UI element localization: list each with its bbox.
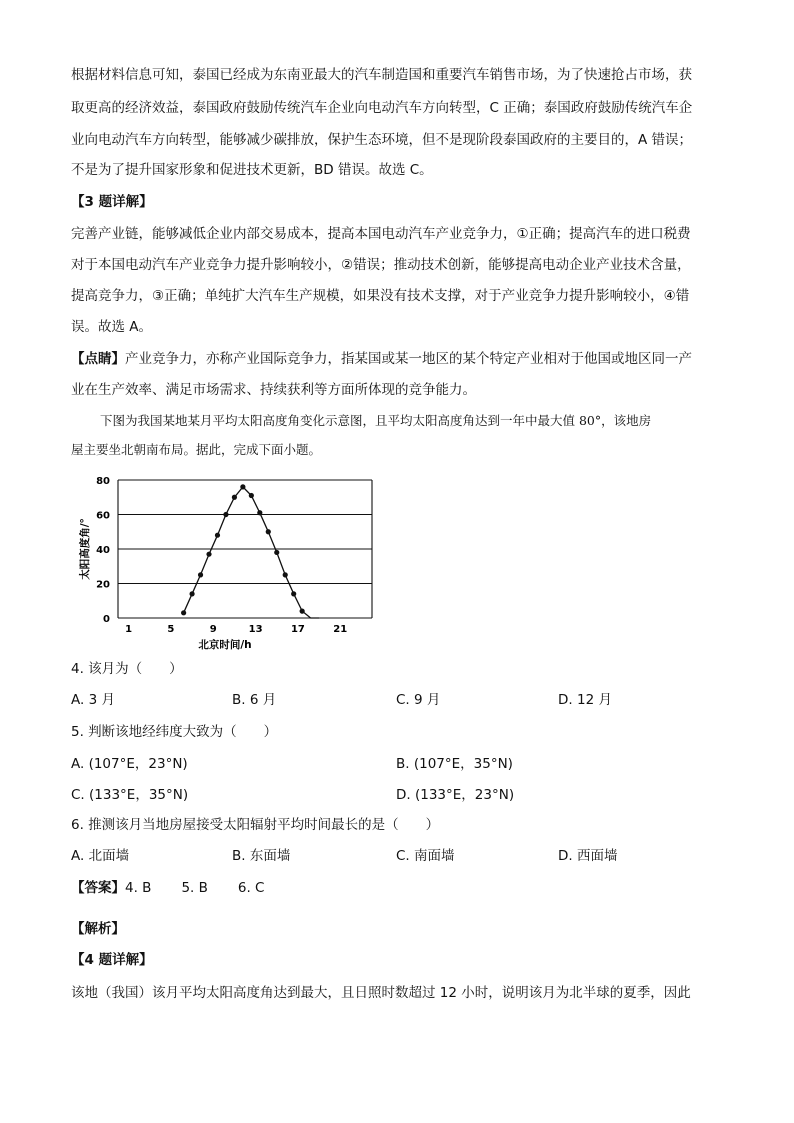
x-tick-label: 21 — [333, 624, 348, 635]
sun-altitude-chart — [74, 470, 384, 650]
series-line — [184, 487, 320, 618]
question-4: 4. 该月为（ ） — [71, 661, 183, 677]
q4-option-c: C. 9 月 — [396, 692, 441, 708]
paragraph-line: 业向电动汽车方向转型，能够减少碳排放，保护生态环境，但不是现阶段泰国政府的主要目的，A 错误； — [71, 132, 693, 148]
data-point — [291, 591, 296, 596]
q6-option-c: C. 南面墙 — [396, 848, 455, 864]
q4-option-b: B. 6 月 — [232, 692, 277, 708]
answer-5: 5. B — [181, 880, 208, 896]
data-point — [266, 529, 271, 534]
paragraph-line: 取更高的经济效益，泰国政府鼓励传统汽车企业向电动汽车方向转型，C 正确；泰国政府鼓励传统汽车企 — [71, 100, 693, 116]
y-tick-label: 20 — [96, 579, 110, 591]
comment-text: 产业竞争力，亦称产业国际竞争力，指某国或某一地区的某个特定产业相对于他国或地区同一产 — [125, 351, 692, 367]
data-point — [257, 510, 262, 515]
series-points — [181, 484, 305, 615]
analysis-heading: 【解析】 — [71, 921, 125, 937]
data-point — [181, 610, 186, 615]
x-tick-label: 5 — [167, 624, 175, 635]
y-tick-labels — [96, 476, 110, 625]
x-tick-label: 13 — [248, 624, 263, 635]
comment-label: 【点睛】 — [71, 351, 125, 367]
answer-4: 4. B — [125, 880, 152, 896]
q4-option-a: A. 3 月 — [71, 692, 115, 708]
data-point — [274, 550, 279, 555]
data-point — [240, 484, 245, 489]
comment-line: 业在生产效率、满足市场需求、持续获利等方面所体现的竞争能力。 — [71, 382, 476, 398]
chart-grid — [118, 480, 372, 584]
x-axis-label: 北京时间/h — [198, 639, 252, 650]
q5-option-d: D. (133°E，23°N) — [396, 787, 515, 803]
data-point — [215, 533, 220, 538]
y-axis-label: 太阳高度角/° — [79, 518, 91, 580]
data-point — [232, 495, 237, 500]
q4-option-d: D. 12 月 — [558, 692, 612, 708]
x-tick-label: 17 — [290, 624, 305, 635]
paragraph-line: 根据材料信息可知，泰国已经成为东南亚最大的汽车制造国和重要汽车销售市场，为了快速抢占市场，获 — [71, 67, 692, 83]
answer-label: 【答案】 — [71, 880, 125, 896]
data-point — [300, 609, 305, 614]
q5-option-b: B. (107°E，35°N) — [396, 756, 513, 772]
question-5: 5. 判断该地经纬度大致为（ ） — [71, 724, 278, 740]
q6-option-b: B. 东面墙 — [232, 848, 291, 864]
y-tick-label: 60 — [96, 510, 110, 522]
paragraph-line: 误。故选 A。 — [71, 319, 153, 335]
material-line: 屋主要坐北朝南布局。据此，完成下面小题。 — [71, 442, 322, 457]
q6-option-d: D. 西面墙 — [558, 848, 618, 864]
paragraph-line: 提高竞争力，③正确；单纯扩大汽车生产规模，如果没有技术支撑，对于产业竞争力提升影响较小，④错 — [71, 288, 690, 304]
data-point — [198, 572, 203, 577]
comment-line — [71, 350, 692, 368]
x-tick-label: 9 — [209, 624, 217, 635]
paragraph-line: 该地（我国）该月平均太阳高度角达到最大，且日照时数超过 12 小时，说明该月为北半球的夏季，因此 — [71, 985, 691, 1001]
answer-6: 6. C — [237, 880, 265, 896]
q5-option-a: A. (107°E，23°N) — [71, 756, 188, 772]
answer-line — [71, 879, 264, 897]
y-tick-label: 80 — [96, 476, 110, 487]
q5-option-c: C. (133°E，35°N) — [71, 787, 189, 803]
section-heading: 【4 题详解】 — [71, 952, 153, 968]
q6-option-a: A. 北面墙 — [71, 848, 130, 864]
paragraph-line: 不是为了提升国家形象和促进技术更新，BD 错误。故选 C。 — [71, 162, 433, 178]
section-heading: 【3 题详解】 — [71, 194, 153, 210]
y-tick-label: 0 — [103, 614, 110, 625]
x-tick-label: 1 — [125, 624, 133, 635]
data-point — [249, 493, 254, 498]
material-line: 下图为我国某地某月平均太阳高度角变化示意图，且平均太阳高度角达到一年中最大值 80°，该地房 — [100, 413, 652, 428]
y-tick-label: 40 — [96, 545, 110, 556]
data-point — [206, 552, 211, 557]
data-point — [189, 591, 194, 596]
data-point — [223, 512, 228, 517]
paragraph-line: 对于本国电动汽车产业竞争力提升影响较小，②错误；推动技术创新，能够提高电动企业产业技术含量， — [71, 257, 691, 273]
paragraph-line: 完善产业链，能够减低企业内部交易成本，提高本国电动汽车产业竞争力，①正确；提高汽车的进口税费 — [71, 226, 691, 242]
question-6: 6. 推测该月当地房屋接受太阳辐射平均时间最长的是（ ） — [71, 817, 440, 833]
x-tick-labels — [125, 624, 347, 635]
data-point — [283, 572, 288, 577]
